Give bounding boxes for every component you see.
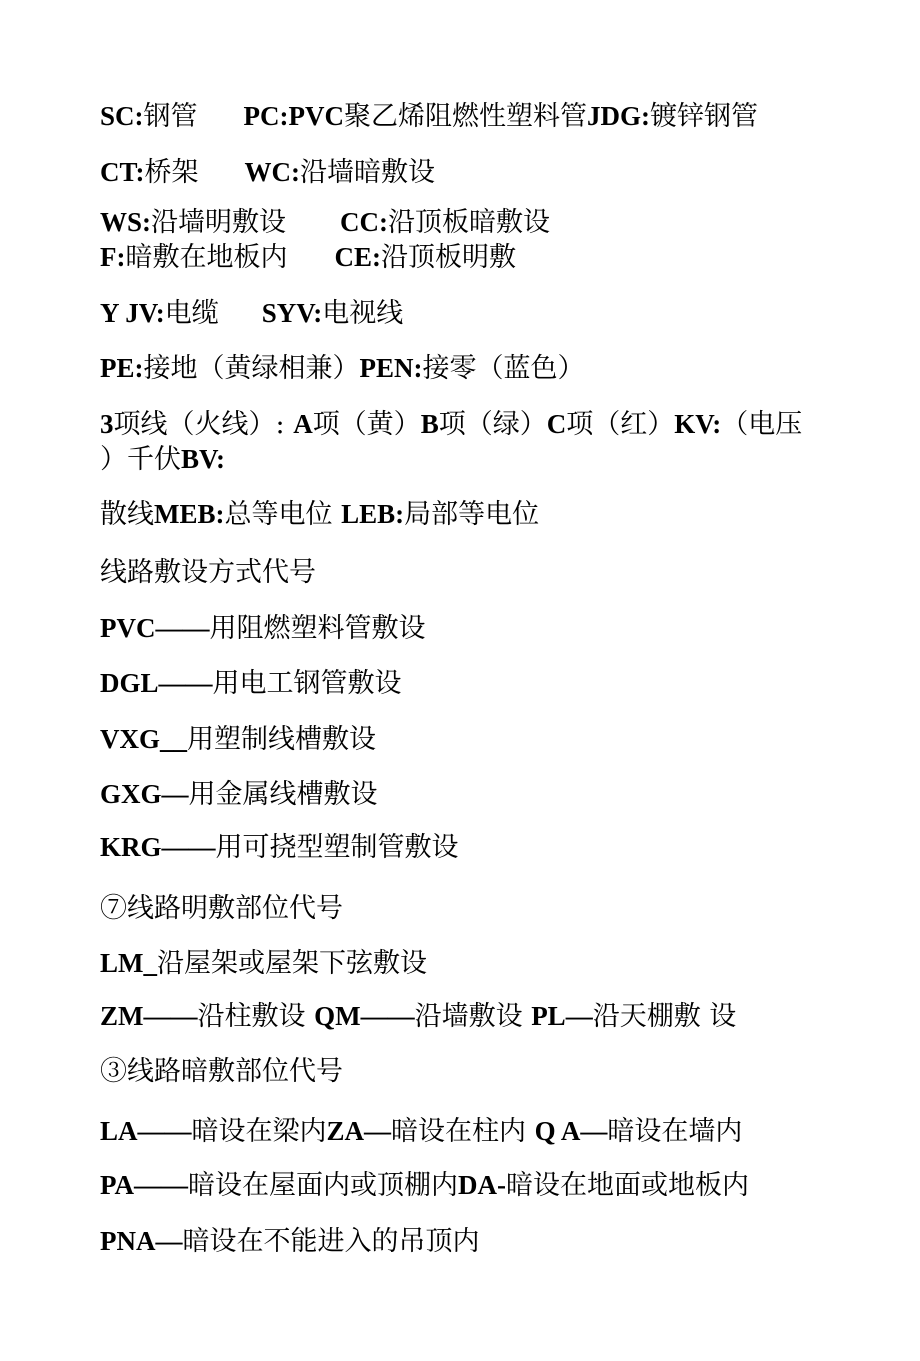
desc-qa: 暗设在墙内 [607, 1116, 743, 1147]
line-vxg [100, 726, 376, 753]
code-ws: WS: [100, 207, 152, 237]
desc-pc: 聚乙烯阻燃性塑料管 [344, 101, 587, 132]
line-zm-qm-pl [100, 1003, 736, 1030]
code-meb: MEB: [154, 499, 225, 529]
line-f-ce [100, 244, 516, 271]
line-meb-leb [100, 501, 539, 528]
line-dgl [100, 670, 402, 697]
code-ct: CT: [100, 157, 145, 187]
code-wc: WC: [244, 157, 300, 187]
line-ct-wc [100, 159, 435, 186]
desc-la: 暗设在梁内 [191, 1116, 327, 1147]
line-phase-wires [100, 411, 802, 438]
code-bv: BV: [181, 444, 226, 474]
code-phase-a: A [293, 409, 313, 439]
line-kv-bv [100, 446, 225, 473]
desc-phase-b: 项（绿） [438, 409, 547, 440]
code-pa: PA—— [100, 1170, 188, 1200]
line-krg [100, 834, 459, 861]
line-pa-da [100, 1172, 749, 1199]
desc-syv: 电视线 [322, 298, 404, 329]
line-ws-cc [100, 209, 550, 236]
code-pna: PNA— [100, 1226, 183, 1256]
desc-vxg: 用塑制线槽敷设 [187, 724, 376, 755]
desc-meb: 总等电位 [224, 499, 342, 530]
desc-yjv: 电缆 [164, 298, 219, 329]
heading-exposed-location: ⑦线路明敷部位代号 [100, 893, 343, 924]
desc-sc: 钢管 [143, 101, 198, 132]
code-pen: PEN: [359, 353, 423, 383]
desc-pe: 接地（黄绿相兼） [143, 353, 360, 384]
desc-gxg: 用金属线槽敷设 [188, 779, 378, 810]
line-pe-pen [100, 355, 585, 382]
code-cc: CC: [340, 207, 389, 237]
line-lm [100, 950, 427, 977]
desc-phase-c: 项（红） [566, 409, 675, 440]
desc-leb: 局部等电位 [404, 499, 540, 530]
heading-laying-method: 线路敷设方式代号 [100, 557, 316, 588]
code-qm: QM—— [314, 1001, 415, 1031]
code-pe: PE: [100, 353, 144, 383]
line-pvc [100, 615, 426, 642]
code-leb: LEB: [341, 499, 405, 529]
desc-pen: 接零（蓝色） [422, 353, 585, 384]
line-yjv-syv [100, 300, 403, 327]
code-jdg: JDG: [587, 101, 650, 131]
code-sc: SC: [100, 101, 144, 131]
desc-kv: （电压 [721, 409, 803, 440]
desc-bv: 散线 [100, 499, 154, 530]
line-la-za-qa [100, 1118, 742, 1145]
desc-lm: 沿屋架或屋架下弦敷设 [157, 948, 427, 979]
code-vxg: VXG__ [100, 724, 187, 754]
desc-pna: 暗设在不能进入的吊顶内 [182, 1226, 480, 1257]
code-kv: KV: [674, 409, 722, 439]
code-za: ZA— [326, 1116, 392, 1146]
code-krg: KRG—— [100, 832, 216, 862]
code-phase-b: B [420, 409, 439, 439]
desc-pl: 沿天棚敷 设 [592, 1001, 737, 1032]
phase-count: 3 [100, 409, 114, 439]
code-lm: LM_ [100, 948, 157, 978]
desc-pa: 暗设在屋面内或顶棚内 [188, 1170, 458, 1201]
desc-zm: 沿柱敷设 [197, 1001, 315, 1032]
code-gxg: GXG— [100, 779, 189, 809]
code-zm: ZM—— [100, 1001, 198, 1031]
line-gxg [100, 781, 378, 808]
desc-pvc: 用阻燃塑料管敷设 [209, 613, 426, 644]
desc-qm: 沿墙敷设 [414, 1001, 532, 1032]
code-f: F: [100, 242, 126, 272]
desc-ce: 沿顶板明敷 [380, 242, 516, 273]
desc-ws: 沿墙明敷设 [151, 207, 287, 238]
code-phase-c: C [546, 409, 567, 439]
desc-krg: 用可挠型塑制管敷设 [215, 832, 459, 863]
desc-ct: 桥架 [144, 157, 199, 188]
desc-za: 暗设在柱内 [391, 1116, 535, 1147]
desc-wc: 沿墙暗敷设 [300, 157, 435, 188]
code-pl: PL— [531, 1001, 593, 1031]
code-dgl: DGL—— [100, 668, 213, 698]
code-da: DA- [458, 1170, 506, 1200]
code-pvc: PVC—— [100, 613, 210, 643]
desc-kv-cont: ）千伏 [100, 444, 181, 475]
desc-dgl: 用电工钢管敷设 [212, 668, 402, 699]
code-yjv: Y JV: [100, 298, 165, 328]
line-pna [100, 1228, 480, 1255]
desc-cc: 沿顶板暗敷设 [388, 207, 551, 238]
desc-f: 暗敷在地板内 [125, 242, 288, 273]
phase-label: 项线（火线）: [113, 409, 294, 440]
line-conduit-codes [100, 103, 758, 130]
code-syv: SYV: [261, 298, 323, 328]
code-la: LA—— [100, 1116, 192, 1146]
code-ce: CE: [334, 242, 381, 272]
desc-jdg: 镀锌钢管 [650, 101, 758, 132]
heading-concealed-location: ③线路暗敷部位代号 [100, 1056, 343, 1087]
code-pc: PC:PVC [243, 101, 344, 131]
desc-phase-a: 项（黄） [312, 409, 421, 440]
code-qa: Q A— [534, 1116, 608, 1146]
desc-da: 暗设在地面或地板内 [506, 1170, 749, 1201]
